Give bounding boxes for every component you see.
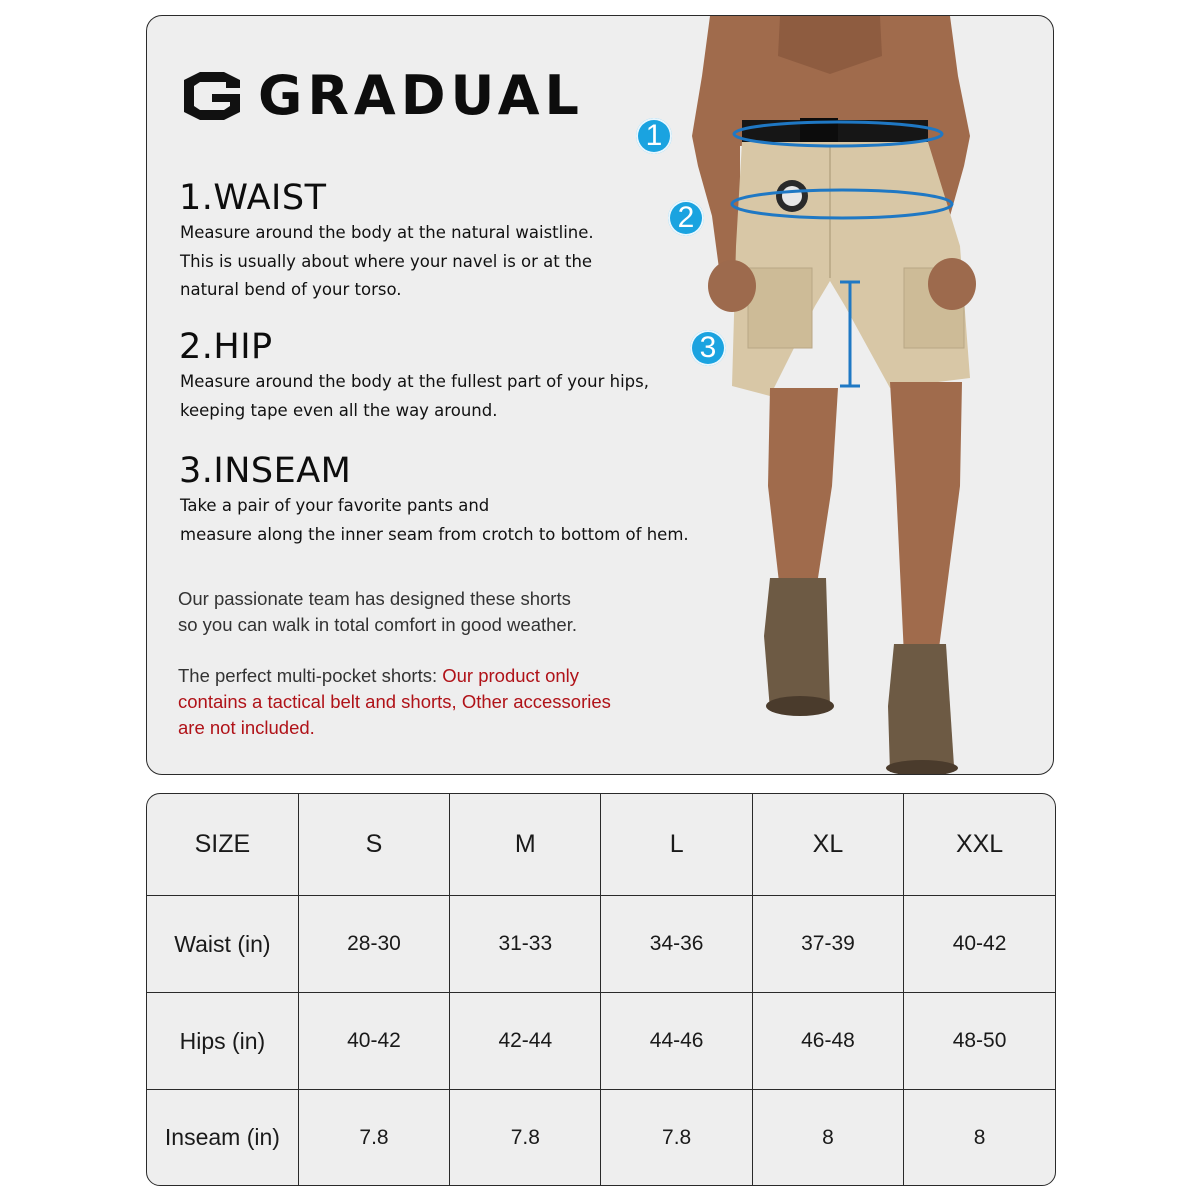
model-figure xyxy=(620,16,1050,774)
waist-line-2: This is usually about where your navel is or at the xyxy=(180,251,593,271)
inseam-line-2: measure along the inner seam from crotch to bottom of hem. xyxy=(180,524,689,544)
table-cell: 40-42 xyxy=(298,993,449,1090)
table-cell: 37-39 xyxy=(752,896,903,993)
table-row xyxy=(147,896,1055,993)
table-cell: 48-50 xyxy=(904,993,1055,1090)
included-line-1: The perfect multi-pocket shorts: Our product only xyxy=(178,665,580,686)
marker-hip: 2 xyxy=(668,200,704,236)
table-cell: 44-46 xyxy=(601,993,752,1090)
row-label: Waist (in) xyxy=(147,896,298,993)
table-cell: 8 xyxy=(904,1090,1055,1185)
row-label: Hips (in) xyxy=(147,993,298,1090)
hip-line-2: keeping tape even all the way around. xyxy=(180,400,498,420)
team-line-2: so you can walk in total comfort in good weather. xyxy=(178,614,577,635)
team-line-1: Our passionate team has designed these shorts xyxy=(178,588,571,609)
table-header-row xyxy=(147,794,1055,896)
table-cell: 7.8 xyxy=(450,1090,601,1185)
header-cell: XL xyxy=(752,794,903,896)
table-cell: 7.8 xyxy=(601,1090,752,1185)
table-cell: 28-30 xyxy=(298,896,449,993)
inseam-title: 3.INSEAM xyxy=(179,451,352,491)
size-chart-table xyxy=(146,793,1056,1186)
header-cell: M xyxy=(450,794,601,896)
marker-waist: 1 xyxy=(636,118,672,154)
header-cell: L xyxy=(601,794,752,896)
table-cell: 42-44 xyxy=(450,993,601,1090)
waist-line-1: Measure around the body at the natural waistline. xyxy=(180,223,594,242)
waist-line-3: natural bend of your torso. xyxy=(180,280,402,299)
brand-logo xyxy=(180,64,584,127)
header-cell: S xyxy=(298,794,449,896)
table-cell: 8 xyxy=(752,1090,903,1185)
marker-inseam: 3 xyxy=(690,330,726,366)
model-wearing-shorts-image xyxy=(620,16,1050,774)
brand-name: GRADUAL xyxy=(258,64,584,127)
waist-title: 1.WAIST xyxy=(179,178,327,218)
included-line-3: are not included. xyxy=(178,717,315,738)
table-row xyxy=(147,993,1055,1090)
table-cell: 40-42 xyxy=(904,896,1055,993)
table-cell: 31-33 xyxy=(450,896,601,993)
hip-title: 2.HIP xyxy=(179,327,273,367)
inseam-line-1: Take a pair of your favorite pants and xyxy=(180,496,490,515)
hip-line-1: Measure around the body at the fullest part of your hips, xyxy=(180,372,649,391)
table-row xyxy=(147,1090,1055,1185)
table-cell: 46-48 xyxy=(752,993,903,1090)
included-line-2: contains a tactical belt and shorts, Other accessories xyxy=(178,691,611,712)
header-cell: XXL xyxy=(904,794,1055,896)
row-label: Inseam (in) xyxy=(147,1090,298,1185)
gradual-logo-icon xyxy=(180,70,244,122)
header-cell: SIZE xyxy=(147,794,298,896)
table-cell: 7.8 xyxy=(298,1090,449,1185)
size-table xyxy=(147,794,1055,1185)
table-cell: 34-36 xyxy=(601,896,752,993)
